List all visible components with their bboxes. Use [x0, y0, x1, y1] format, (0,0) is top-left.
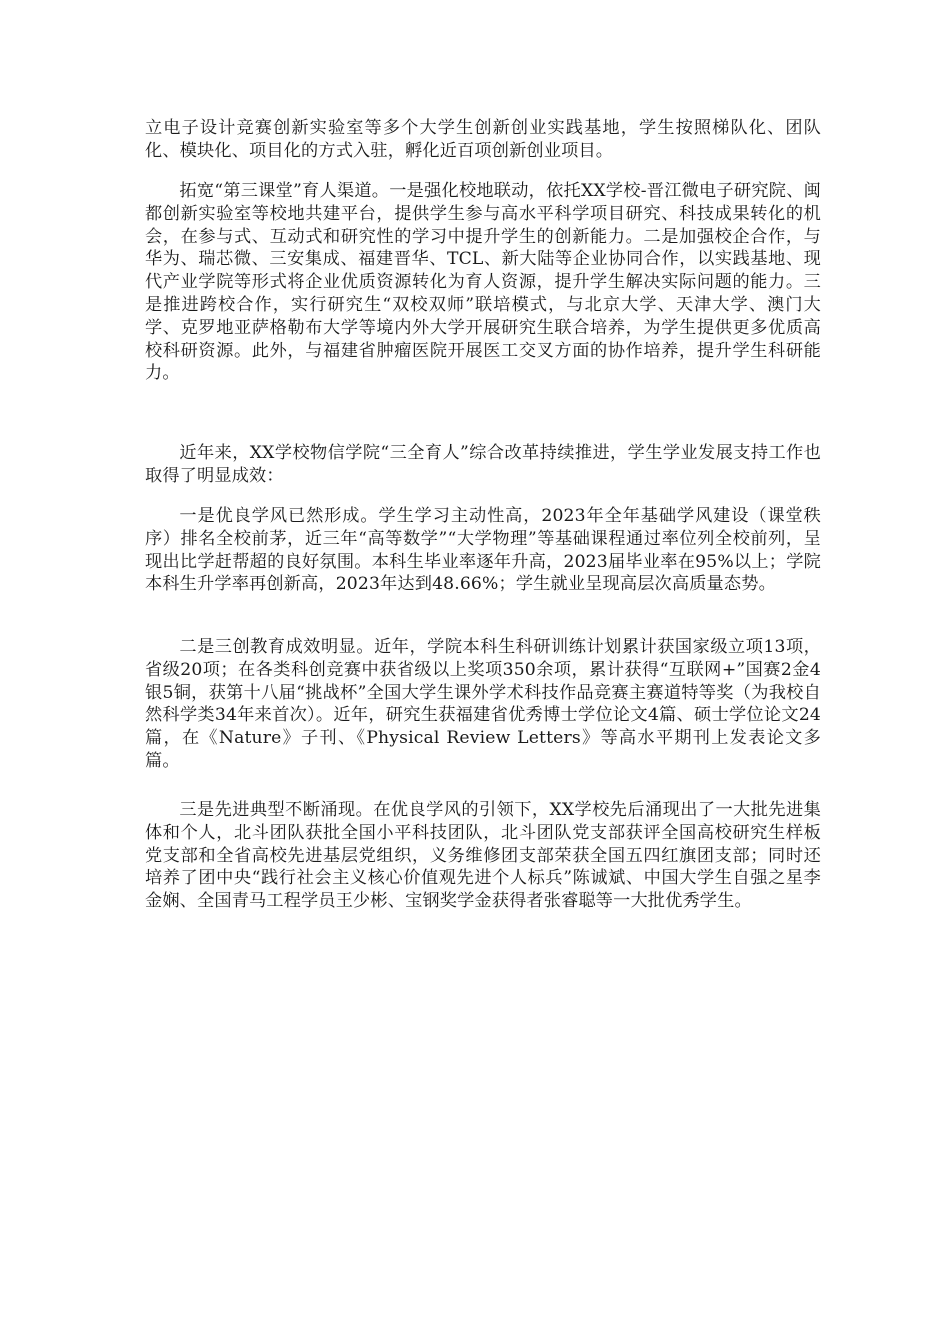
paragraph-continuation — [145, 117, 821, 163]
paragraph-text: 近年来，XX学校物信学院“三全育人”综合改革持续推进，学生学业发展支持工作也取得了明显成效： — [145, 443, 821, 486]
paragraph-third-classroom — [145, 180, 821, 385]
paragraph-text: 拓宽“第三课堂”育人渠道。一是强化校地联动，依托XX学校-晋江微电子研究院、闽都创新实验室等校地共建平台，提供学生参与高水平科学项目研究、科技成果转化的机会，在参与式、互动式和研究性的学习中提升学生的创新能力。二是加强校企合作，与华为、瑞芯微、三安集成、福建晋华、TCL、新大陆等企业协同合作，以实践基地、现代产业学院等形式将企业优质资源转化为育人资源，提升学生解决实际问题的能力。三是推进跨校合作，实行研究生“双校双师”联培模式，与北京大学、天津大学、澳门大学、克罗地亚萨格勒布大学等境内外大学开展研究生联合培养，为学生提供更多优质高校科研资源。此外，与福建省肿瘤医院开展医工交叉方面的协作培养，提升学生科研能力。 — [145, 181, 821, 384]
paragraph-text: 一是优良学风已然形成。学生学习主动性高，2023年全年基础学风建设（课堂秩序）排名全校前茅，近三年“高等数学”“大学物理”等基础课程通过率位列全校前列，呈现出比学赶帮超的良好氛围。本科生毕业率逐年升高，2023届毕业率在95%以上；学院本科生升学率再创新高，2023年达到48.66%；学生就业呈现高层次高质量态势。 — [145, 506, 821, 595]
paragraph-innovation-education — [145, 636, 821, 773]
paragraph-advanced-models — [145, 799, 821, 913]
paragraph-text: 二是三创教育成效明显。近年，学院本科生科研训练计划累计获国家级立项13项，省级20项；在各类科创竞赛中获省级以上奖项350余项，累计获得“互联网+”国赛2金4银5铜，获第十八届“挑战杯”全国大学生课外学术科技作品竞赛主赛道特等奖（为我校自然科学类34年来首次）。近年，研究生获福建省优秀博士学位论文4篇、硕士学位论文24篇，在《Nature》子刊、《Physical Review Letters》等高水平期刊上发表论文多篇。 — [145, 637, 821, 771]
paragraph-text: 三是先进典型不断涌现。在优良学风的引领下，XX学校先后涌现出了一大批先进集体和个人，北斗团队获批全国小平科技团队，北斗团队党支部获评全国高校研究生样板党支部和全省高校先进基层党组织，义务维修团支部荣获全国五四红旗团支部；同时还培养了团中央“践行社会主义核心价值观先进个人标兵”陈诚斌、中国大学生自强之星李金娴、全国青马工程学员王少彬、宝钢奖学金获得者张睿聪等一大批优秀学生。 — [145, 800, 821, 912]
paragraph-text: 立电子设计竞赛创新实验室等多个大学生创新创业实践基地，学生按照梯队化、团队化、模块化、项目化的方式入驻，孵化近百项创新创业项目。 — [145, 118, 821, 161]
paragraph-intro-achievements — [145, 442, 821, 488]
paragraph-study-style — [145, 505, 821, 596]
